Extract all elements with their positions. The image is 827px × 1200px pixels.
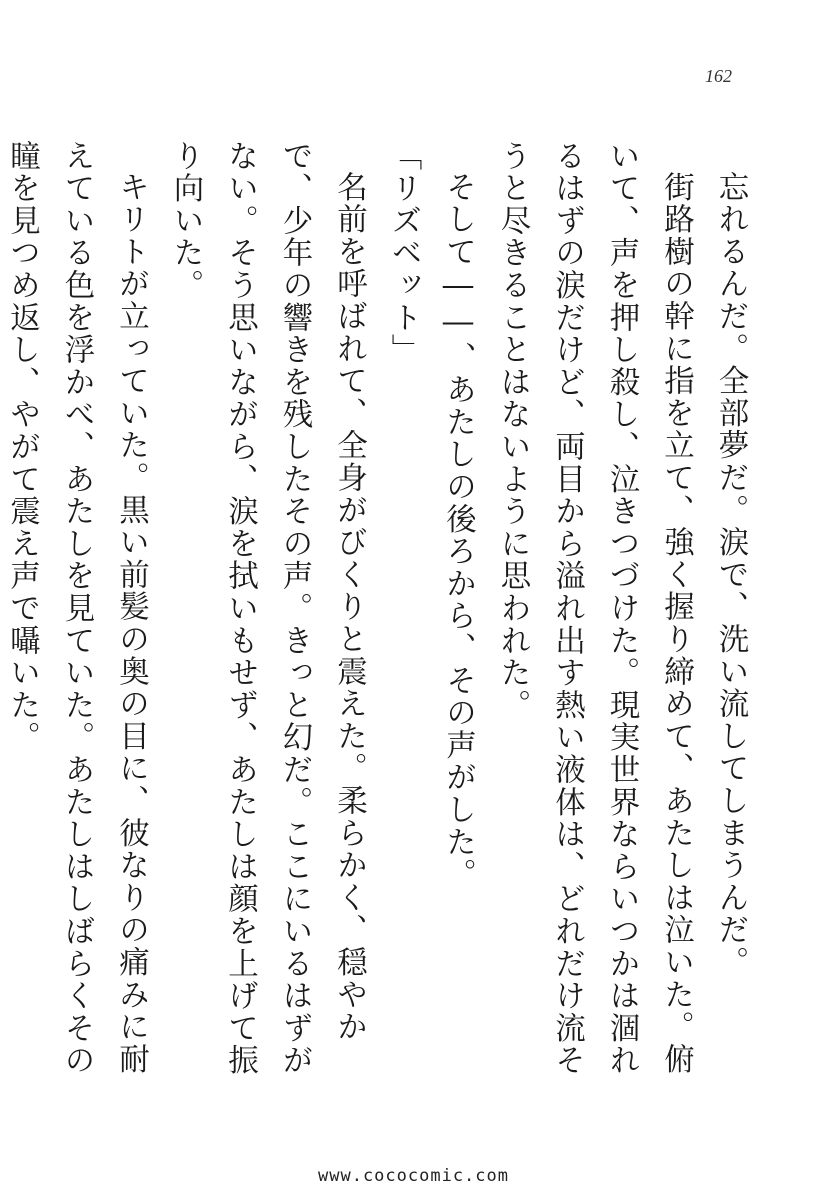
page-number: 162 (705, 66, 732, 86)
paragraph: キリトが立っていた。黒い前髪の奥の目に、彼なりの痛みに耐えている色を浮かべ、あたしを見ていた。あたしはしばらくその瞳を見つめ返し、やがて震え声で囁いた。 (4, 140, 149, 1077)
paragraph: 忘れるんだ。全部夢だ。涙で、洗い流してしまうんだ。 (713, 170, 748, 978)
dialogue-line: 「リズベット」 (386, 140, 421, 367)
vertical-text-body (0, 140, 757, 1080)
footer-watermark-url: www.cococomic.com (318, 1166, 509, 1186)
paragraph: そして――、あたしの後ろから、その声がした。 (440, 170, 476, 891)
paragraph: 名前を呼ばれて、全身がびくりと震えた。柔らかく、穏やかで、少年の響きを残したその声。きっと幻だ。ここにいるはずがない。そう思いながら、涙を拭いもせず、あたしは顔を上げて振り向いた。 (168, 140, 367, 1077)
paragraph: 街路樹の幹に指を立て、強く握り締めて、あたしは泣いた。俯いて、声を押し殺し、泣きつづけた。現実世界ならいつかは涸れるはずの涙だけど、両目から溢れ出す熱い液体は、どれだけ流そうと尽きることはないように思われた。 (495, 140, 694, 1077)
